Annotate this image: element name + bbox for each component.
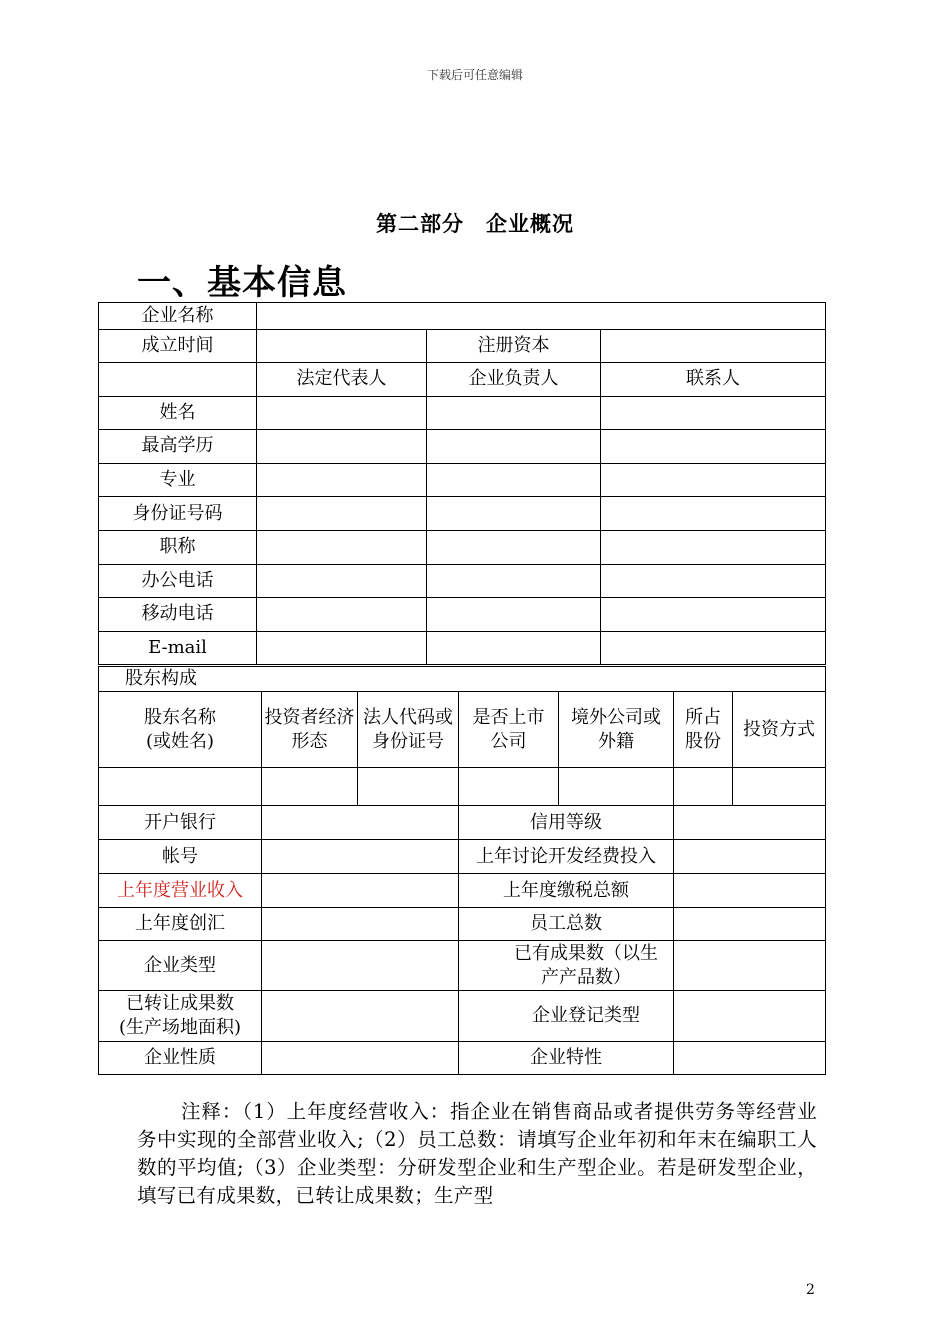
results-label-line1: 已有成果数（以生 <box>514 942 658 964</box>
results-label-line2: 产产品数） <box>541 966 631 988</box>
results-field[interactable] <box>674 941 826 991</box>
input-cell[interactable] <box>358 768 459 806</box>
input-cell[interactable] <box>427 564 601 598</box>
col-manager: 企业负责人 <box>427 363 601 397</box>
sh-col-method: 投资方式 <box>733 692 826 768</box>
transferred-label-line1: 已转让成果数 <box>126 993 234 1014</box>
company-name-field[interactable] <box>257 303 826 330</box>
page-number: 2 <box>806 1282 815 1298</box>
feature-field[interactable] <box>674 1042 826 1075</box>
col-legal-rep: 法定代表人 <box>257 363 427 397</box>
account-label: 帐号 <box>99 840 262 874</box>
results-label <box>459 941 674 991</box>
input-cell[interactable] <box>601 631 826 665</box>
revenue-field[interactable] <box>262 874 459 908</box>
row-label-title: 职称 <box>99 530 257 564</box>
row-label-name: 姓名 <box>99 396 257 430</box>
rd-field[interactable] <box>674 840 826 874</box>
sh-col-economy: 投资者经济形态 <box>262 692 358 768</box>
input-cell[interactable] <box>257 430 427 464</box>
header-note: 下载后可任意编辑 <box>426 68 523 82</box>
input-cell[interactable] <box>99 768 262 806</box>
feature-label: 企业特性 <box>459 1042 674 1075</box>
registered-capital-label: 注册资本 <box>427 330 601 363</box>
section-heading: 一、基本信息 <box>137 263 347 303</box>
bank-field[interactable] <box>262 806 459 840</box>
bank-label: 开户银行 <box>99 806 262 840</box>
row-label-education: 最高学历 <box>99 430 257 464</box>
input-cell[interactable] <box>257 564 427 598</box>
input-cell[interactable] <box>601 463 826 497</box>
footnote-paragraph: 注释：（1）上年度经营收入：指企业在销售商品或者提供劳务等经营业务中实现的全部营业收入;（2）员工总数：请填写企业年初和年末在编职工人数的平均值;（3）企业类型：分研发型企业和生产型企业。若是研发型企业，填写已有成果数，已转让成果数；生产型 <box>137 1100 817 1207</box>
input-cell[interactable] <box>257 530 427 564</box>
type-field[interactable] <box>262 941 459 991</box>
credit-field[interactable] <box>674 806 826 840</box>
basic-info-table <box>98 302 826 665</box>
sh-col-name-line2: (或姓名) <box>145 730 215 752</box>
registered-capital-field[interactable] <box>601 330 826 363</box>
account-field[interactable] <box>262 840 459 874</box>
input-cell[interactable] <box>427 631 601 665</box>
input-cell[interactable] <box>459 768 559 806</box>
nature-label: 企业性质 <box>99 1042 262 1075</box>
row-label-mobile: 移动电话 <box>99 598 257 632</box>
input-cell[interactable] <box>257 463 427 497</box>
sh-col-name-line1: 股东名称 <box>144 706 216 728</box>
input-cell[interactable] <box>257 396 427 430</box>
input-cell[interactable] <box>262 768 358 806</box>
registration-field[interactable] <box>674 991 826 1042</box>
row-label-office-phone: 办公电话 <box>99 564 257 598</box>
transferred-label-line2: (生产场地面积) <box>118 1017 242 1038</box>
input-cell[interactable] <box>733 768 826 806</box>
input-cell[interactable] <box>601 598 826 632</box>
sh-col-foreign: 境外公司或外籍 <box>559 692 674 768</box>
forex-field[interactable] <box>262 908 459 941</box>
input-cell[interactable] <box>257 631 427 665</box>
input-cell[interactable] <box>427 530 601 564</box>
staff-label: 员工总数 <box>459 908 674 941</box>
input-cell[interactable] <box>601 497 826 531</box>
tax-label: 上年度缴税总额 <box>459 874 674 908</box>
revenue-label: 上年度营业收入 <box>99 874 262 908</box>
col-contact: 联系人 <box>601 363 826 397</box>
founded-label: 成立时间 <box>99 330 257 363</box>
registration-label: 企业登记类型 <box>459 991 674 1042</box>
nature-field[interactable] <box>262 1042 459 1075</box>
section-title: 第二部分 企业概况 <box>376 211 574 236</box>
rd-label: 上年讨论开发经费投入 <box>459 840 674 874</box>
transferred-field[interactable] <box>262 991 459 1042</box>
input-cell[interactable] <box>601 430 826 464</box>
sh-col-legal-code: 法人代码或身份证号 <box>358 692 459 768</box>
transferred-label <box>99 991 262 1042</box>
forex-label: 上年度创汇 <box>99 908 262 941</box>
founded-field[interactable] <box>257 330 427 363</box>
input-cell[interactable] <box>257 497 427 531</box>
sh-col-listed: 是否上市公司 <box>459 692 559 768</box>
row-label-major: 专业 <box>99 463 257 497</box>
input-cell[interactable] <box>427 497 601 531</box>
sh-col-name <box>99 692 262 768</box>
input-cell[interactable] <box>427 430 601 464</box>
type-label: 企业类型 <box>99 941 262 991</box>
shareholder-section-label: 股东构成 <box>99 667 826 692</box>
input-cell[interactable] <box>427 598 601 632</box>
shareholder-finance-table <box>98 666 826 1075</box>
input-cell[interactable] <box>601 564 826 598</box>
input-cell[interactable] <box>559 768 674 806</box>
credit-label: 信用等级 <box>459 806 674 840</box>
staff-field[interactable] <box>674 908 826 941</box>
input-cell[interactable] <box>257 598 427 632</box>
input-cell[interactable] <box>601 530 826 564</box>
row-label-email: E-mail <box>99 631 257 665</box>
input-cell[interactable] <box>427 396 601 430</box>
input-cell[interactable] <box>601 396 826 430</box>
row-label-id-number: 身份证号码 <box>99 497 257 531</box>
company-name-label: 企业名称 <box>99 303 257 330</box>
input-cell[interactable] <box>674 768 733 806</box>
sh-col-share: 所占股份 <box>674 692 733 768</box>
input-cell[interactable] <box>427 463 601 497</box>
blank-corner-cell <box>99 363 257 397</box>
tax-field[interactable] <box>674 874 826 908</box>
